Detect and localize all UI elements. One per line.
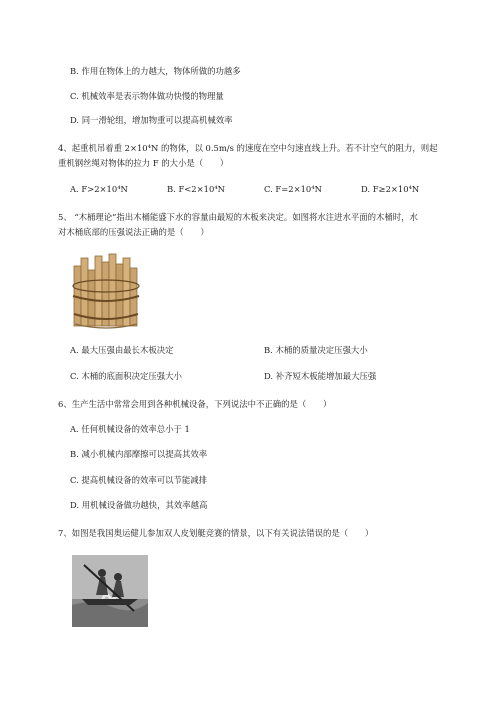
q5-stem-line1: 5、 “木桶理论”指出木桶能盛下水的容量由最短的木板来决定。如图将水注进水平面的木桶时，水 xyxy=(58,212,418,222)
q4-option-d: D. F≥2×10⁴N xyxy=(361,184,420,194)
q4-option-a: A. F>2×10⁴N xyxy=(70,184,128,194)
q5-option-d: D. 补齐短木板能增加最大压强 xyxy=(264,371,377,381)
q5-stem-line2: 对木桶底部的压强说法正确的是（ ） xyxy=(58,227,209,237)
q6-option-d: D. 用机械设备做功越快，其效率越高 xyxy=(70,500,208,510)
q6-option-a: A. 任何机械设备的效率总小于 1 xyxy=(70,424,190,434)
q5-option-a: A. 最大压强由最长木板决定 xyxy=(70,345,174,355)
q4-option-b: B. F<2×10⁴N xyxy=(167,184,225,194)
wooden-bucket-figure xyxy=(70,252,142,330)
q6-option-b: B. 减小机械内部摩擦可以提高其效率 xyxy=(70,449,208,459)
q3-option-c: C. 机械效率是表示物体做功快慢的物理量 xyxy=(70,91,224,101)
q4-stem-line2: 重机钢丝绳对物体的拉力 F 的大小是（ ） xyxy=(58,158,229,168)
q3-option-b: B. 作用在物体上的力越大，物体所做的功越多 xyxy=(70,66,241,76)
kayak-photo-figure xyxy=(72,555,148,627)
q5-option-c: C. 木桶的底面积决定压强大小 xyxy=(70,371,182,381)
q7-stem: 7、如图是我国奥运健儿参加双人皮划艇竞赛的情景，以下有关说法错误的是（ ） xyxy=(58,528,374,538)
q5-option-b: B. 木桶的质量决定压强大小 xyxy=(264,345,368,355)
q4-stem-line1: 4、起重机吊着重 2×10⁴N 的物体，以 0.5m/s 的速度在空中匀速直线上升。若不计空气的阻力，则起 xyxy=(58,143,438,153)
q3-option-d: D. 同一滑轮组，增加物重可以提高机械效率 xyxy=(70,115,233,125)
q4-option-c: C. F=2×10⁴N xyxy=(264,184,322,194)
q6-option-c: C. 提高机械设备的效率可以节能减排 xyxy=(70,475,208,485)
q6-stem: 6、生产生活中常常会用到各种机械设备，下列说法中不正确的是（ ） xyxy=(58,399,332,409)
